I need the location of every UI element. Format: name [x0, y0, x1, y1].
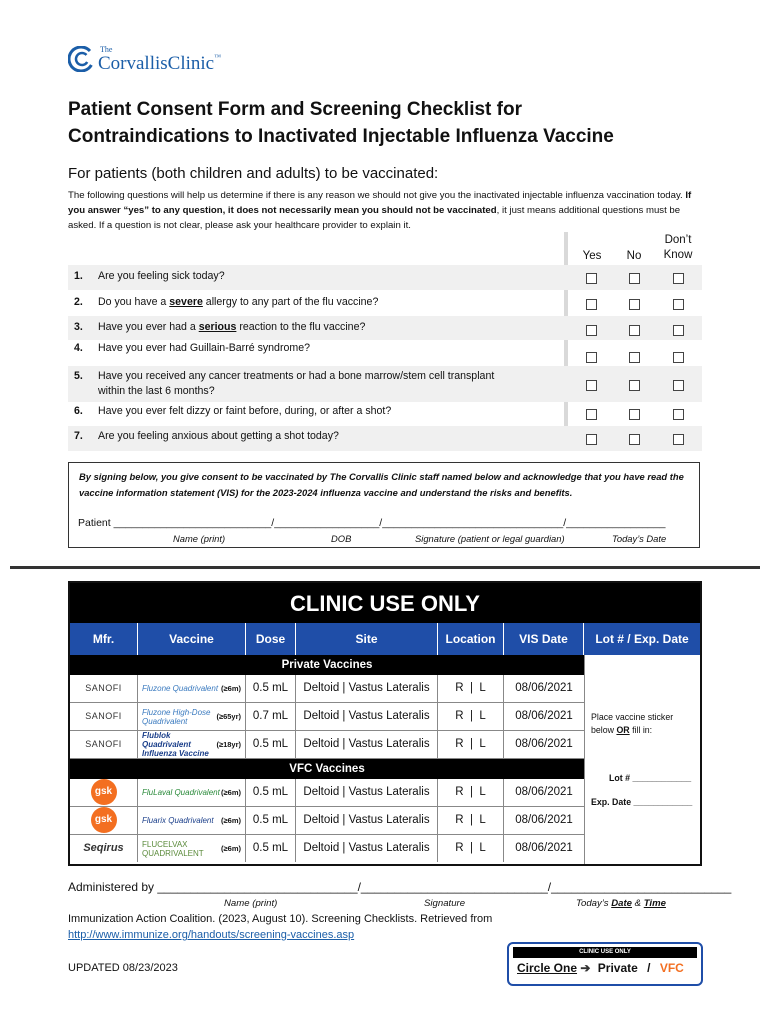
question-row — [68, 403, 702, 425]
site[interactable]: Deltoid | Vastus Lateralis — [296, 675, 438, 702]
location[interactable]: R | L — [438, 835, 504, 862]
header-vis-date: VIS Date — [504, 623, 584, 655]
vaccine-age: (≥6m) — [221, 684, 241, 693]
question-number: 6. — [74, 405, 83, 417]
private-option[interactable]: Private — [597, 961, 638, 975]
vis-date: 08/06/2021 — [515, 682, 573, 694]
yes-checkbox[interactable] — [586, 299, 597, 310]
question-row — [68, 426, 702, 451]
logo-name: CorvallisClinic — [98, 52, 215, 74]
question-text: Have you ever had Guillain-Barré syndrome? — [98, 342, 310, 354]
seqirus-logo: Seqirus — [83, 842, 124, 854]
vaccine-row — [70, 675, 584, 703]
vaccine-name: Fluzone Quadrivalent — [142, 684, 219, 693]
question-text: Are you feeling sick today? — [98, 270, 225, 282]
consent-text: By signing below, you give consent to be vaccinated by The Corvallis Clinic staff named below and acknowledge that you have read the vaccine information statement (VIS) for the 2023-2024 influenza vaccine and understand the risks and benefits. — [79, 471, 684, 498]
question-number: 2. — [74, 296, 83, 308]
sanofi-logo: SANOFI — [85, 739, 122, 749]
clinic-logo — [68, 44, 221, 74]
intro-bold: If you answer “yes” to any question, it does not necessarily mean you should not be vaccinated — [68, 190, 692, 216]
question-number: 1. — [74, 270, 83, 282]
lot-exp-column[interactable] — [584, 655, 700, 864]
header-vaccine: Vaccine — [138, 623, 246, 655]
no-checkbox[interactable] — [629, 299, 640, 310]
question-text: Have you ever felt dizzy or faint before, during, or after a shot? — [98, 405, 392, 417]
header-mfr: Mfr. — [70, 623, 138, 655]
dont-know-checkbox[interactable] — [673, 380, 684, 391]
yes-checkbox[interactable] — [586, 352, 597, 363]
question-number: 4. — [74, 342, 83, 354]
admin-signature-label: Signature — [424, 898, 466, 909]
intro-text-1: The following questions will help us determine if there is any reason we should not give you the inactivated injectable influenza vaccination today. — [68, 190, 686, 201]
no-checkbox[interactable] — [629, 409, 640, 420]
question-row — [68, 366, 702, 402]
gsk-logo: gsk — [91, 779, 117, 805]
dose: 0.5 mL — [246, 675, 296, 702]
dont-know-checkbox[interactable] — [673, 409, 684, 420]
vaccine-name: Flublok Quadrivalent Influenza Vaccine — [142, 731, 209, 758]
dose: 0.5 mL — [246, 807, 296, 834]
question-number: 7. — [74, 430, 83, 442]
question-row — [68, 265, 702, 290]
corvallis-logo-icon — [68, 46, 94, 72]
vaccine-row — [70, 835, 584, 864]
no-checkbox[interactable] — [629, 352, 640, 363]
location[interactable]: R | L — [438, 675, 504, 702]
intro-text-2: , it just means additional questions must be asked. If a question is not clear, please ask your healthcare provider to explain it. — [68, 205, 681, 231]
sanofi-logo: SANOFI — [85, 711, 122, 721]
exp-date-field[interactable]: Exp. Date ____________ — [591, 797, 693, 807]
question-row — [68, 291, 702, 315]
section-divider — [10, 566, 760, 569]
sticker-instructions: Place vaccine sticker below OR fill in: — [591, 712, 674, 735]
question-number: 5. — [74, 370, 83, 382]
clinic-use-title: CLINIC USE ONLY — [70, 583, 700, 623]
vaccine-name: FLUCELVAX QUADRIVALENT — [142, 839, 204, 858]
admin-date-time-label: Today’s Date & Time — [576, 898, 666, 909]
updated-date: UPDATED 08/23/2023 — [68, 962, 178, 974]
subheading: For patients (both children and adults) to be vaccinated: — [68, 165, 439, 182]
citation — [68, 911, 518, 943]
col-yes: Yes — [582, 250, 602, 262]
vaccine-age: (≥6m) — [221, 844, 241, 853]
vaccine-row — [70, 731, 584, 759]
question-text: Have you received any cancer treatments or had a bone marrow/stem cell transplant within the last 6 months? — [98, 370, 495, 397]
yes-checkbox[interactable] — [586, 273, 597, 284]
no-checkbox[interactable] — [629, 325, 640, 336]
intro-paragraph — [68, 188, 708, 233]
no-checkbox[interactable] — [629, 434, 640, 445]
vis-date: 08/06/2021 — [515, 786, 573, 798]
patient-signature-line[interactable]: Patient ___________________________/__________________/_______________________________/_________________ — [78, 517, 666, 529]
site[interactable]: Deltoid | Vastus Lateralis — [296, 807, 438, 834]
clinic-use-table — [68, 581, 702, 866]
circle-one-badge — [507, 942, 703, 986]
dont-know-checkbox[interactable] — [673, 352, 684, 363]
dont-know-checkbox[interactable] — [673, 325, 684, 336]
dose: 0.5 mL — [246, 835, 296, 862]
name-label: Name (print) — [173, 533, 226, 544]
col-dont-know-1: Don’t — [664, 234, 692, 246]
header-lot-exp: Lot # / Exp. Date — [584, 623, 700, 655]
yes-checkbox[interactable] — [586, 380, 597, 391]
vaccine-name: Fluarix Quadrivalent — [142, 816, 214, 825]
no-checkbox[interactable] — [629, 380, 640, 391]
arrow-icon: ➔ — [580, 961, 591, 975]
header-site: Site — [296, 623, 438, 655]
vaccine-row — [70, 779, 584, 807]
question-text: Do you have a severe allergy to any part of the flu vaccine? — [98, 296, 379, 308]
vfc-vaccines-bar: VFC Vaccines — [70, 759, 584, 779]
dose: 0.5 mL — [246, 779, 296, 806]
vis-date: 08/06/2021 — [515, 710, 573, 722]
vaccine-name: FluLaval Quadrivalent — [142, 788, 220, 797]
lot-number-field[interactable]: Lot # ____________ — [609, 773, 692, 783]
dose: 0.5 mL — [246, 731, 296, 758]
no-checkbox[interactable] — [629, 273, 640, 284]
col-no: No — [626, 250, 642, 262]
question-text: Have you ever had a serious reaction to the flu vaccine? — [98, 321, 366, 333]
title-line-1: Patient Consent Form and Screening Checklist for — [68, 99, 522, 120]
site[interactable]: Deltoid | Vastus Lateralis — [296, 779, 438, 806]
site[interactable]: Deltoid | Vastus Lateralis — [296, 731, 438, 758]
logo-the: The — [100, 44, 113, 54]
dont-know-checkbox[interactable] — [673, 273, 684, 284]
vaccine-age: (≥65yr) — [216, 712, 241, 721]
col-dont-know — [656, 233, 700, 263]
yes-checkbox[interactable] — [586, 325, 597, 336]
vaccine-name: Fluzone High-Dose Quadrivalent — [142, 707, 211, 726]
question-number: 3. — [74, 321, 83, 333]
circle-one-label: Circle One — [517, 961, 578, 975]
vaccine-age: (≥6m) — [221, 816, 241, 825]
dob-label: DOB — [331, 533, 352, 544]
dont-know-checkbox[interactable] — [673, 299, 684, 310]
citation-link[interactable]: http://www.immunize.org/handouts/screening-vaccines.asp — [68, 929, 355, 941]
vaccine-row — [70, 703, 584, 731]
location[interactable]: R | L — [438, 731, 504, 758]
slash: / — [647, 961, 651, 975]
yes-checkbox[interactable] — [586, 409, 597, 420]
dont-know-checkbox[interactable] — [673, 434, 684, 445]
sanofi-logo: SANOFI — [85, 683, 122, 693]
vis-date: 08/06/2021 — [515, 738, 573, 750]
page-title — [68, 96, 728, 150]
header-location: Location — [438, 623, 504, 655]
date-label: Today’s Date — [612, 533, 667, 544]
consent-box — [68, 462, 700, 548]
signature-label: Signature (patient or legal guardian) — [415, 533, 565, 544]
location[interactable]: R | L — [438, 807, 504, 834]
badge-options — [517, 961, 684, 975]
admin-name-label: Name (print) — [224, 898, 278, 909]
question-row — [68, 316, 702, 340]
location[interactable]: R | L — [438, 779, 504, 806]
title-line-2: Contraindications to Inactivated Injectable Influenza Vaccine — [68, 126, 614, 147]
site[interactable]: Deltoid | Vastus Lateralis — [296, 703, 438, 730]
question-text: Are you feeling anxious about getting a shot today? — [98, 430, 339, 442]
vaccine-age: (≥6m) — [221, 788, 241, 797]
question-row — [68, 341, 702, 365]
vaccine-age: (≥18yr) — [216, 740, 241, 749]
citation-text: Immunization Action Coalition. (2023, August 10). Screening Checklists. Retrieved from — [68, 913, 493, 925]
dose: 0.7 mL — [246, 703, 296, 730]
vis-date: 08/06/2021 — [515, 814, 573, 826]
site[interactable]: Deltoid | Vastus Lateralis — [296, 835, 438, 862]
administered-by-line[interactable]: Administered by ______________________________/____________________________/___________________________ — [68, 880, 732, 894]
col-dont-know-2: Know — [663, 249, 693, 261]
vis-date: 08/06/2021 — [515, 842, 573, 854]
location[interactable]: R | L — [438, 703, 504, 730]
badge-clinic-use: CLINIC USE ONLY — [513, 947, 697, 958]
vfc-option[interactable]: VFC — [659, 961, 684, 975]
logo-tm: ™ — [214, 52, 221, 61]
vaccine-row — [70, 807, 584, 835]
private-vaccines-bar: Private Vaccines — [70, 655, 584, 675]
yes-checkbox[interactable] — [586, 434, 597, 445]
gsk-logo: gsk — [91, 807, 117, 833]
header-dose: Dose — [246, 623, 296, 655]
